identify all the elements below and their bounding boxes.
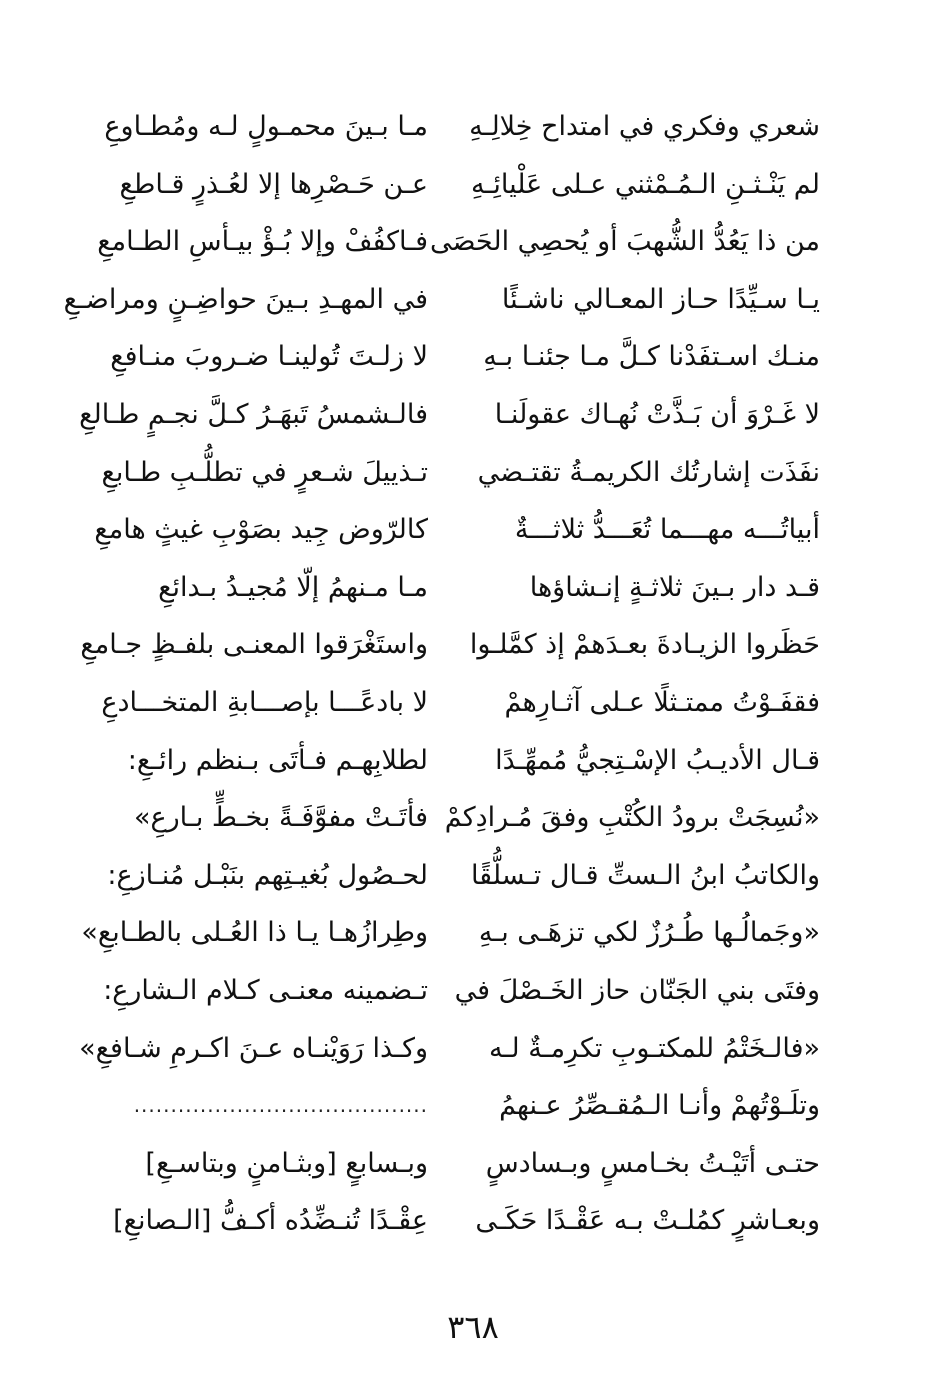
verse-second-hemistich: لحـصُول بُغيـتِهم بنَبْـل مُنـازعِ: bbox=[107, 859, 428, 891]
verse-second-hemistich: وبـسابعٍ [وبثـامنٍ وبتاسـعِ] bbox=[145, 1147, 428, 1179]
verse-second-hemistich: فالـشمسُ تَبهَـرُ كـلَّ نجـمٍ طـالعِ bbox=[79, 398, 428, 430]
verse-second-hemistich: مـا بـينَ محمـولٍ لـه ومُطـاوعِ bbox=[104, 111, 428, 142]
verse-first-hemistich: منـك اسـتفَدْنا كـلَّ مـا جئنـا بـهِ bbox=[483, 341, 820, 373]
verse-second-hemistich: فأتَـتْ مفوَّفَـةً بخـطٍّ بـارعِ» bbox=[134, 802, 428, 834]
left-column bbox=[63, 98, 428, 1250]
verse-first-hemistich: «وجَمالُـها طُـرُزٌ لكي تزهَـى بـهِ bbox=[478, 917, 820, 949]
verse-first-hemistich: قـال الأديـبُ الإسْـتِجيُّ مُمهِّـدًا bbox=[495, 744, 820, 776]
verse-first-hemistich: من ذا يَعُدُّ الشُّهبَ أو يُحصِي الحَصَى bbox=[430, 226, 820, 258]
verse-second-hemistich: لطلابِهـم فـأتَى بـنظم رائـعِ: bbox=[127, 744, 428, 776]
verse-second-hemistich: وطِرازُهـا يـا ذا العُـلى بالطـابعِ» bbox=[81, 917, 428, 949]
verse-second-hemistich: عِقْـدًا تُنـضِّدُه أكـفُّ [الـصانعِ] bbox=[113, 1205, 428, 1237]
ellipsis-separator: ........................................ bbox=[133, 1093, 428, 1118]
verse-first-hemistich: فقفَـوْتُ ممتـثلًا عـلى آثـارِهمْ bbox=[504, 686, 820, 718]
verse-first-hemistich: وبعـاشرٍ كمُلـتْ بـه عَقْـدًا حَكَـى bbox=[475, 1205, 820, 1237]
verse-second-hemistich: عـن حَـصْرِها إلا لعُـذرٍ قـاطعِ bbox=[119, 168, 428, 200]
verse-first-hemistich: نفَذَت إشارتُك الكريمـةُ تقتـضي bbox=[477, 456, 820, 488]
verse-second-hemistich: في المهـدِ بـينَ حواضِـنٍ ومراضـعِ bbox=[63, 283, 428, 315]
verse-first-hemistich: لم يَنْـثـنِ الـمُـمْثني عـلى عَلْيائِـهِ bbox=[470, 168, 820, 200]
verse-second-hemistich: تـضمينه معنـى كـلام الـشارعِ: bbox=[103, 974, 428, 1006]
verse-first-hemistich: والكاتبُ ابنُ الـستِّ قـال تـسلُّقًا bbox=[470, 859, 820, 891]
verse-first-hemistich: «فالـخَتْمُ للمكتـوبِ تكرِمـةٌ لـه bbox=[489, 1032, 820, 1064]
verse-first-hemistich: «نُسِجَتْ برودُ الكُتْبِ وفقَ مُـرادِكمْ bbox=[444, 802, 820, 834]
verse-second-hemistich: فـاكفُفْ وإلا بُـؤْ بيـأسِ الطـامعِ bbox=[97, 226, 428, 258]
verse-first-hemistich: وتلَـوْتُهمْ وأنـا الـمُقـصِّرُ عـنهمُ bbox=[499, 1090, 820, 1122]
verse-first-hemistich: حَظَروا الزيـادةَ بعـدَهمْ إذ كمَّلـوا bbox=[469, 629, 820, 661]
verse-second-hemistich: لا بادعًـــا بإصـــابةِ المتخـــادعِ bbox=[101, 686, 428, 718]
verse-first-hemistich: حتـى أتَيْـتُ بخـامسٍ وبـسادسٍ bbox=[485, 1147, 820, 1179]
verse-first-hemistich: شعري وفكري في امتداح خِلالِـهِ bbox=[469, 111, 820, 142]
verse-second-hemistich: كالرّوض جِيد بصَوْبِ غيثٍ هامعِ bbox=[94, 514, 428, 546]
verse-second-hemistich: لا زلـتَ تُولينـا ضـروبَ منـافعِ bbox=[110, 341, 428, 373]
verse-first-hemistich: قـد دار بـينَ ثلاثـةٍ إنـشاؤها bbox=[529, 571, 820, 603]
verse-second-hemistich: مـا مـنهمُ إلّا مُجيـدُ بـدائعِ bbox=[158, 571, 428, 603]
verse-second-hemistich: وكـذا رَوَيْنـاه عـنَ اكـرمِ شـافعِ» bbox=[79, 1032, 428, 1064]
right-column bbox=[430, 98, 820, 1250]
verse-second-hemistich: واستَغْرَقوا المعنـى بلفـظٍ جـامعِ bbox=[80, 629, 428, 661]
page-number: ٣٦٨ bbox=[447, 1308, 499, 1346]
verse-first-hemistich: يـا سـيِّدًا حـاز المعـالي ناشـئًا bbox=[501, 283, 820, 315]
verse-first-hemistich: أبياتُـــه مهـــما تُعَـــدُّ ثلاثـــةٌ bbox=[514, 514, 820, 546]
verse-first-hemistich: لا غَـرْوَ أن بَـذَّتْ نُهـاك عقولَنـا bbox=[494, 398, 820, 430]
verse-first-hemistich: وفتَى بني الجَنّان حاز الخَـصْلَ في bbox=[454, 974, 820, 1006]
verse-second-hemistich: تـذييلَ شـعرٍ في تطلُّـبِ طـابعِ bbox=[101, 456, 428, 488]
